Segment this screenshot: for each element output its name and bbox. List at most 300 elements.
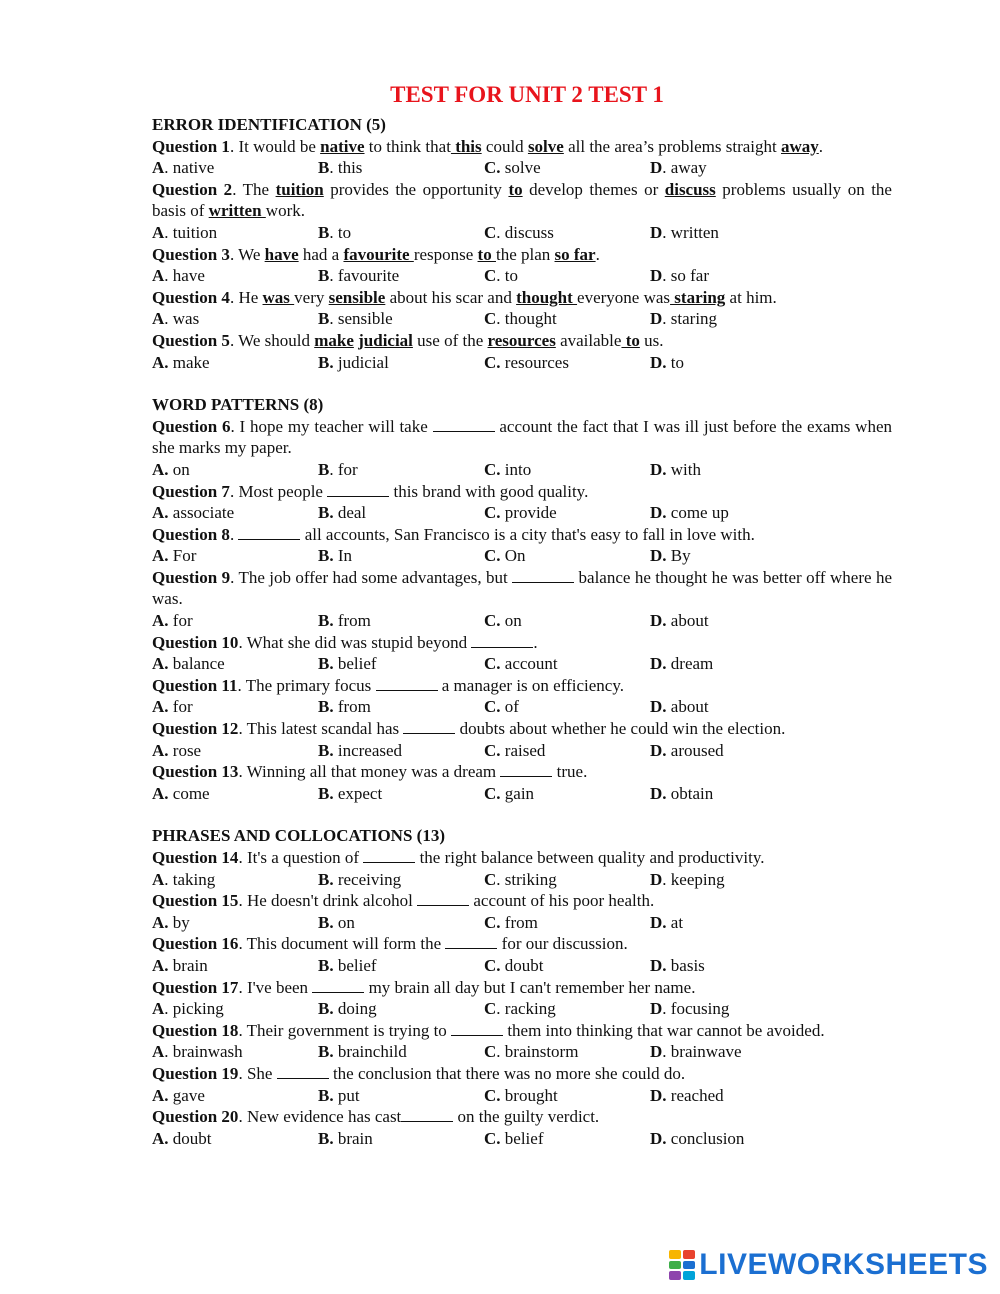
answer-option[interactable]: [484, 912, 650, 934]
underlined-word: solve: [527, 136, 564, 156]
answer-option[interactable]: [484, 653, 650, 675]
answer-option[interactable]: [152, 308, 318, 330]
question-text: [152, 933, 892, 955]
answer-option[interactable]: [484, 740, 650, 762]
question-text: [152, 718, 892, 740]
answer-option[interactable]: [318, 1128, 484, 1150]
answer-option[interactable]: [484, 955, 650, 977]
answer-option[interactable]: [484, 502, 650, 524]
question-text-segment: to think that: [364, 136, 451, 156]
question-text-segment: all the area’s problems straight: [563, 136, 781, 156]
answer-option[interactable]: [484, 265, 650, 287]
option-text: . so far: [662, 266, 710, 286]
answer-option[interactable]: [650, 1128, 816, 1150]
answer-option[interactable]: [650, 459, 816, 481]
answer-option[interactable]: [650, 610, 816, 632]
option-text: doing: [333, 999, 377, 1019]
option-letter: B.: [318, 999, 334, 1019]
answer-option[interactable]: [484, 610, 650, 632]
question-text-segment: . Winning all that money was a dream: [238, 762, 501, 782]
underlined-word: judicial: [358, 330, 413, 350]
option-text: increased: [333, 740, 403, 760]
answer-option[interactable]: [484, 157, 650, 179]
answer-option[interactable]: [152, 869, 318, 891]
option-letter: C.: [484, 955, 501, 975]
underlined-word: native: [320, 136, 365, 156]
answer-option[interactable]: [650, 912, 816, 934]
question-label: Question 18: [152, 1020, 239, 1040]
option-letter: D.: [650, 654, 667, 674]
answer-option[interactable]: [152, 502, 318, 524]
question-text-segment: . The: [232, 179, 276, 199]
option-text: resources: [500, 352, 569, 372]
option-letter: D.: [650, 955, 667, 975]
question-label: Question 3: [152, 244, 230, 264]
question-text-segment: had a: [298, 244, 344, 264]
question-text-segment: . We should: [229, 330, 315, 350]
answer-option[interactable]: [318, 998, 484, 1020]
option-text: By: [666, 546, 691, 566]
question-text-segment: . The primary focus: [237, 675, 376, 695]
option-letter: B.: [318, 697, 334, 717]
brand-logo[interactable]: [669, 1248, 988, 1282]
option-text: aroused: [666, 740, 724, 760]
answer-option[interactable]: [318, 869, 484, 891]
question-label: Question 12: [152, 719, 239, 739]
answer-option[interactable]: [650, 545, 816, 567]
option-letter: C.: [484, 352, 501, 372]
option-text: at: [666, 912, 684, 932]
question-text-segment: .: [818, 136, 824, 156]
answer-option[interactable]: [484, 1128, 650, 1150]
option-letter: D.: [650, 611, 667, 631]
answer-blank[interactable]: [512, 569, 574, 583]
question-text-segment: a manager is on efficiency.: [437, 675, 624, 695]
answer-option[interactable]: [152, 696, 318, 718]
option-text: to: [666, 352, 685, 372]
question-label: Question 8: [152, 524, 230, 544]
question-text-segment: them into thinking that war cannot be avoided.: [503, 1020, 825, 1040]
answer-blank[interactable]: [433, 418, 495, 432]
option-letter: D.: [650, 546, 667, 566]
question-text-segment: the right balance between quality and productivity.: [415, 848, 765, 867]
answer-blank[interactable]: [363, 849, 415, 863]
answer-option[interactable]: [318, 696, 484, 718]
answer-option[interactable]: [650, 1085, 816, 1107]
answer-blank[interactable]: [445, 935, 497, 949]
option-text: . brainwave: [662, 1042, 742, 1062]
option-letter: B.: [318, 546, 334, 566]
option-text: brain: [168, 955, 208, 975]
sections-container: [152, 114, 892, 1149]
question-label: Question 2: [152, 179, 233, 199]
answer-options: [152, 459, 892, 481]
question-text-segment: could: [481, 136, 528, 156]
answer-option[interactable]: [318, 265, 484, 287]
answer-options: [152, 545, 892, 567]
option-text: . racking: [496, 999, 556, 1019]
answer-option[interactable]: [650, 998, 816, 1020]
option-letter: A: [152, 266, 165, 286]
answer-option[interactable]: [650, 1041, 816, 1063]
option-letter: A.: [152, 740, 169, 760]
answer-option[interactable]: [152, 998, 318, 1020]
section-heading: ERROR IDENTIFICATION (5): [152, 115, 386, 134]
option-letter: D.: [650, 352, 667, 372]
answer-option[interactable]: [650, 783, 816, 805]
option-letter: B.: [318, 1042, 334, 1062]
question-label: Question 20: [152, 1107, 239, 1127]
question-text-segment: problems usually on the basis of: [152, 179, 892, 221]
question-text: [152, 847, 892, 869]
option-letter: D.: [650, 740, 667, 760]
answer-options: [152, 740, 892, 762]
option-letter: D.: [650, 459, 667, 479]
answer-option[interactable]: [318, 610, 484, 632]
answer-options: [152, 1128, 892, 1150]
option-text: by: [168, 912, 190, 932]
option-letter: A: [152, 869, 165, 889]
option-text: basis: [666, 955, 705, 975]
answer-option[interactable]: [152, 1128, 318, 1150]
option-letter: C.: [484, 158, 501, 178]
option-text: raised: [500, 740, 546, 760]
option-text: conclusion: [666, 1128, 745, 1148]
option-text: come: [168, 783, 210, 803]
option-letter: A.: [152, 503, 169, 523]
option-letter: A.: [152, 459, 169, 479]
answer-options: [152, 998, 892, 1020]
brand-text: LIVEWORKSHEETS: [699, 1248, 988, 1281]
option-text: . thought: [496, 309, 557, 329]
answer-option[interactable]: [484, 308, 650, 330]
answer-option[interactable]: [152, 1085, 318, 1107]
option-letter: B.: [318, 352, 334, 372]
question-label: Question 7: [152, 481, 230, 501]
option-letter: B.: [318, 869, 334, 889]
option-letter: B: [318, 459, 330, 479]
answer-option[interactable]: [152, 459, 318, 481]
option-text: . staring: [662, 309, 718, 329]
question-text-segment: . I've been: [238, 977, 313, 997]
question-text-segment: everyone was: [577, 287, 671, 307]
answer-option[interactable]: [152, 1041, 318, 1063]
question-text-segment: this brand with good quality.: [389, 481, 589, 501]
option-text: come up: [666, 503, 729, 523]
answer-blank[interactable]: [471, 634, 533, 648]
question-label: Question 17: [152, 977, 239, 997]
option-text: dream: [666, 654, 714, 674]
option-text: . brainwash: [164, 1042, 243, 1062]
option-letter: D: [650, 266, 663, 286]
answer-option[interactable]: [650, 869, 816, 891]
option-letter: D: [650, 869, 663, 889]
option-letter: C.: [484, 740, 501, 760]
question-text: [152, 1063, 892, 1085]
option-text: . favourite: [329, 266, 400, 286]
question-text-segment: doubts about whether he could win the election.: [455, 719, 786, 739]
answer-option[interactable]: [484, 869, 650, 891]
option-letter: C.: [484, 783, 501, 803]
option-text: into: [500, 459, 532, 479]
option-text: brainchild: [333, 1042, 407, 1062]
question-text-segment: about his scar and: [385, 287, 517, 307]
answer-option[interactable]: [152, 157, 318, 179]
option-letter: C: [484, 869, 497, 889]
option-text: on: [333, 912, 355, 932]
question-text: [152, 632, 892, 654]
option-letter: B.: [318, 912, 334, 932]
question-text-segment: true.: [552, 762, 588, 782]
option-text: judicial: [333, 352, 389, 372]
answer-option[interactable]: [152, 610, 318, 632]
answer-options: [152, 265, 892, 287]
option-text: . sensible: [329, 309, 393, 329]
answer-option[interactable]: [318, 502, 484, 524]
option-letter: A.: [152, 912, 169, 932]
answer-blank[interactable]: [451, 1022, 503, 1036]
option-letter: D: [650, 309, 663, 329]
option-text: receiving: [333, 869, 402, 889]
option-letter: D.: [650, 1128, 667, 1148]
question-text-segment: . She: [238, 1063, 277, 1083]
option-letter: C: [484, 309, 497, 329]
answer-options: [152, 696, 892, 718]
answer-option[interactable]: [650, 352, 816, 374]
option-text: . was: [164, 309, 200, 329]
liveworksheets-logo-icon: [669, 1250, 695, 1280]
option-text: from: [500, 912, 538, 932]
option-letter: D: [650, 999, 663, 1019]
underlined-word: discuss: [664, 179, 716, 199]
question-text: [152, 567, 892, 610]
option-text: belief: [333, 955, 377, 975]
answer-blank[interactable]: [376, 677, 438, 691]
option-letter: C.: [484, 503, 501, 523]
answer-option[interactable]: [650, 740, 816, 762]
question-label: Question 16: [152, 934, 239, 954]
option-text: In: [333, 546, 353, 566]
answer-option[interactable]: [484, 783, 650, 805]
question-text-segment: . Most people: [229, 481, 328, 501]
option-letter: A.: [152, 783, 169, 803]
question-text-segment: . He doesn't drink alcohol: [238, 891, 418, 911]
question-text-segment: develop themes or: [522, 179, 665, 199]
question-text-segment: on the guilty verdict.: [453, 1107, 600, 1127]
option-letter: C: [484, 1042, 497, 1062]
answer-option[interactable]: [318, 912, 484, 934]
answer-option[interactable]: [318, 352, 484, 374]
option-letter: A: [152, 222, 165, 242]
answer-blank[interactable]: [500, 763, 552, 777]
answer-option[interactable]: [318, 545, 484, 567]
answer-option[interactable]: [152, 955, 318, 977]
underlined-word: was: [262, 287, 295, 307]
option-letter: D.: [650, 912, 667, 932]
answer-option[interactable]: [318, 653, 484, 675]
answer-option[interactable]: [650, 222, 816, 244]
option-letter: A.: [152, 352, 169, 372]
question-text-segment: . It's a question of: [238, 848, 364, 867]
answer-option[interactable]: [318, 955, 484, 977]
option-text: . to: [496, 266, 519, 286]
answer-option[interactable]: [484, 1085, 650, 1107]
option-text: obtain: [666, 783, 714, 803]
answer-option[interactable]: [650, 502, 816, 524]
answer-options: [152, 157, 892, 179]
answer-blank[interactable]: [277, 1065, 329, 1079]
option-text: put: [333, 1085, 360, 1105]
answer-blank[interactable]: [417, 892, 469, 906]
option-letter: B.: [318, 503, 334, 523]
option-text: . brainstorm: [496, 1042, 579, 1062]
underlined-word: so far: [554, 244, 596, 264]
option-letter: A.: [152, 611, 169, 631]
option-letter: A: [152, 1042, 165, 1062]
option-text: make: [168, 352, 210, 372]
option-letter: B.: [318, 1085, 334, 1105]
answer-options: [152, 610, 892, 632]
option-text: with: [666, 459, 702, 479]
question-text: [152, 890, 892, 912]
question-text-segment: .: [533, 632, 538, 652]
option-text: . for: [329, 459, 358, 479]
answer-option[interactable]: [318, 1041, 484, 1063]
answer-option[interactable]: [484, 696, 650, 718]
underlined-word: thought: [516, 287, 578, 307]
option-letter: B: [318, 309, 330, 329]
question-text-segment: . This document will form the: [238, 934, 446, 954]
answer-option[interactable]: [650, 265, 816, 287]
answer-option[interactable]: [318, 1085, 484, 1107]
answer-option[interactable]: [152, 265, 318, 287]
answer-option[interactable]: [484, 352, 650, 374]
question-text: [152, 1020, 892, 1042]
option-text: . focusing: [662, 999, 730, 1019]
option-text: provide: [500, 503, 557, 523]
answer-option[interactable]: [152, 352, 318, 374]
answer-option[interactable]: [484, 222, 650, 244]
answer-options: [152, 912, 892, 934]
option-text: . striking: [496, 869, 557, 889]
question-text: [152, 761, 892, 783]
question-text-segment: . He: [229, 287, 263, 307]
option-text: . tuition: [164, 222, 218, 242]
question-text: [152, 330, 892, 352]
question-label: Question 6: [152, 416, 231, 436]
answer-blank[interactable]: [327, 483, 389, 497]
question-text: [152, 136, 892, 158]
section-heading: PHRASES AND COLLOCATIONS (13): [152, 826, 445, 846]
option-letter: D: [650, 222, 663, 242]
option-text: On: [500, 546, 526, 566]
question-label: Question 4: [152, 287, 230, 307]
answer-options: [152, 222, 892, 244]
question-label: Question 15: [152, 891, 239, 911]
question-text-segment: .: [595, 244, 600, 264]
underlined-word: to: [621, 330, 640, 350]
option-text: doubt: [500, 955, 544, 975]
underlined-word: favourite: [343, 244, 414, 264]
answer-option[interactable]: [650, 653, 816, 675]
option-text: . away: [662, 158, 707, 178]
underlined-word: staring: [670, 287, 726, 307]
option-text: . picking: [164, 999, 224, 1019]
question-text-segment: . New evidence has cast: [238, 1107, 402, 1127]
answer-option[interactable]: [650, 955, 816, 977]
answer-option[interactable]: [318, 157, 484, 179]
answer-option[interactable]: [152, 545, 318, 567]
underlined-word: tuition: [275, 179, 324, 199]
answer-option[interactable]: [650, 157, 816, 179]
question-text-segment: . Their government is trying to: [238, 1020, 452, 1040]
option-text: . to: [329, 222, 352, 242]
option-letter: A.: [152, 546, 169, 566]
option-letter: A: [152, 999, 165, 1019]
question-text-segment: account the fact that I was ill just before the exams when she marks my paper.: [152, 416, 892, 458]
question-text-segment: my brain all day but I can't remember her name.: [364, 977, 696, 997]
question-text: [152, 179, 892, 222]
underlined-word: to: [508, 179, 523, 199]
answer-option[interactable]: [650, 696, 816, 718]
answer-option[interactable]: [152, 740, 318, 762]
option-letter: B.: [318, 955, 334, 975]
answer-option[interactable]: [152, 653, 318, 675]
option-letter: B: [318, 266, 330, 286]
underlined-word: make: [314, 330, 354, 350]
underlined-word: resources: [487, 330, 556, 350]
question-text: [152, 287, 892, 309]
question-label: Question 11: [152, 675, 238, 695]
answer-option[interactable]: [318, 459, 484, 481]
option-text: solve: [500, 158, 541, 178]
option-letter: D.: [650, 1085, 667, 1105]
answer-option[interactable]: [650, 308, 816, 330]
answer-option[interactable]: [152, 912, 318, 934]
answer-option[interactable]: [318, 308, 484, 330]
option-text: on: [168, 459, 190, 479]
answer-option[interactable]: [318, 783, 484, 805]
question-text-segment: use of the: [412, 330, 488, 350]
answer-blank[interactable]: [312, 979, 364, 993]
answer-option[interactable]: [318, 222, 484, 244]
option-text: deal: [333, 503, 367, 523]
answer-option[interactable]: [152, 783, 318, 805]
option-letter: A: [152, 309, 165, 329]
underlined-word: written: [208, 201, 266, 221]
answer-blank[interactable]: [403, 720, 455, 734]
option-letter: B.: [318, 740, 334, 760]
answer-option[interactable]: [152, 222, 318, 244]
answer-option[interactable]: [484, 545, 650, 567]
question-text-segment: very: [294, 287, 329, 307]
option-letter: C.: [484, 912, 501, 932]
answer-option[interactable]: [484, 459, 650, 481]
option-text: . written: [662, 222, 719, 242]
option-text: . native: [164, 158, 215, 178]
answer-option[interactable]: [484, 998, 650, 1020]
option-letter: A.: [152, 697, 169, 717]
question-text: [152, 675, 892, 697]
question-text-segment: account of his poor health.: [469, 891, 655, 911]
question-text-segment: .: [229, 524, 239, 544]
answer-option[interactable]: [318, 740, 484, 762]
worksheet: [152, 82, 892, 1149]
answer-blank[interactable]: [238, 526, 300, 540]
option-letter: A.: [152, 1085, 169, 1105]
answer-option[interactable]: [484, 1041, 650, 1063]
answer-blank[interactable]: [401, 1108, 453, 1122]
